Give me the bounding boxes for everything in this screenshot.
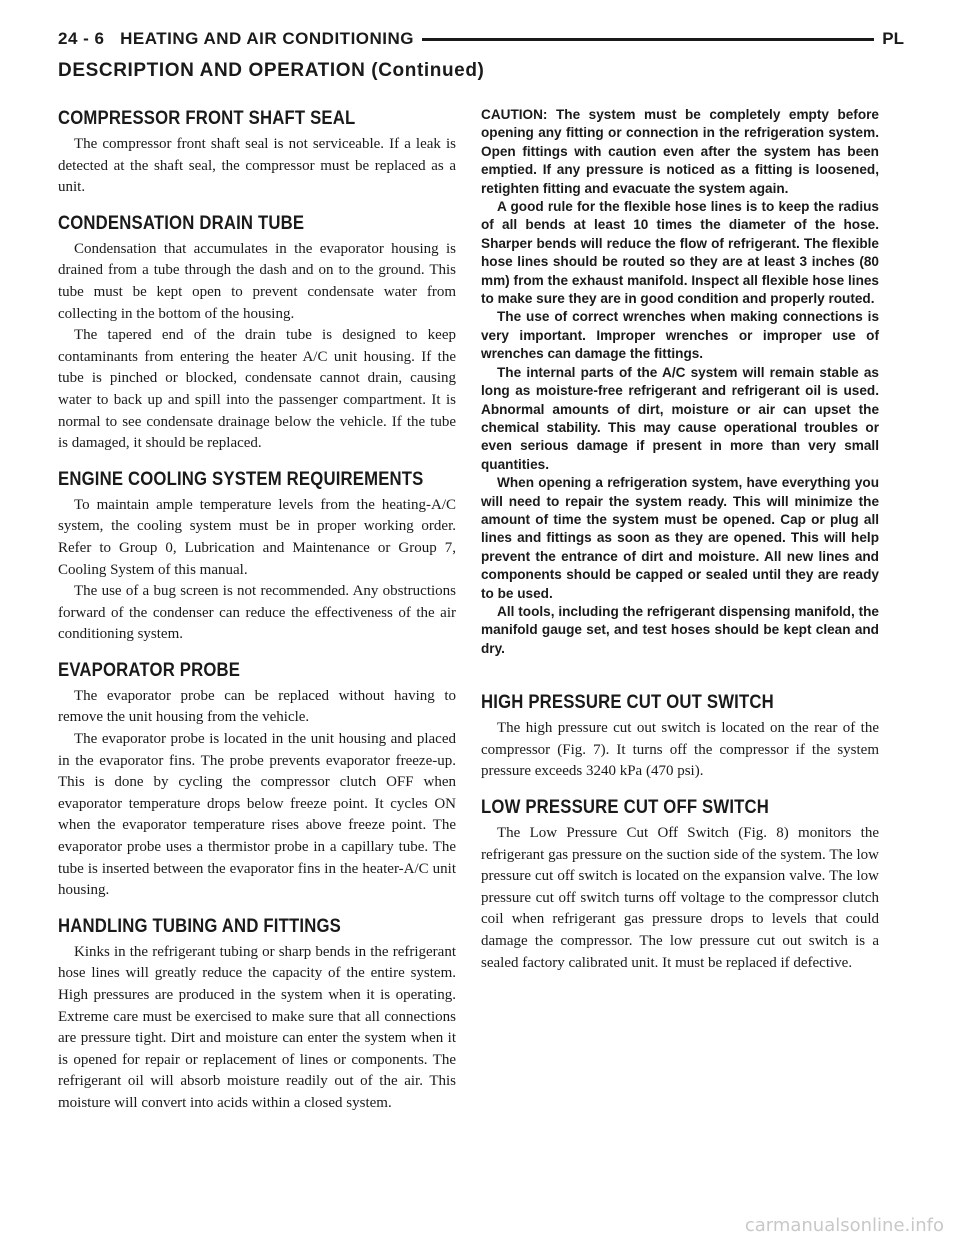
page-header-label [58,29,414,49]
caution-paragraph: The use of correct wrenches when making connections is very important. Improper wrenches or improper use of wrenches can damage the fittings. [481,309,879,362]
section-low-pressure-switch [481,797,879,974]
section-evaporator-probe [58,660,456,902]
page-header [58,26,904,52]
paragraph: To maintain ample temperature levels from the heating-A/C system, the cooling system must be in proper working order. Refer to Group 0, Lubrication and Maintenance or Group 7, Cooling System of this manual. [58,496,456,578]
right-column [481,106,879,988]
paragraph: Kinks in the refrigerant tubing or sharp bends in the refrigerant hose lines will greatly reduce the capacity of the entire system. High pressures are produced in the system when it is operating. Extreme care must be exercised to make sure that all connections are pressure tight. Dirt and moisture can enter the system when it is opened for repair or replacement of lines or components. The refrigerant oil will absorb moisture readily out of the air. This moisture will convert into acids within a closed system. [58,943,456,1111]
section-compressor-seal [58,108,456,199]
section-title: LOW PRESSURE CUT OFF SWITCH [481,796,770,818]
section-title: ENGINE COOLING SYSTEM REQUIREMENTS [58,468,424,490]
section-title: HANDLING TUBING AND FITTINGS [58,915,341,937]
section-title: CONDENSATION DRAIN TUBE [58,212,305,234]
caution-paragraph: All tools, including the refrigerant dispensing manifold, the manifold gauge set, and test hoses should be kept clean and dry. [481,603,879,656]
section-engine-cooling [58,469,456,646]
paragraph: The high pressure cut out switch is located on the rear of the compressor (Fig. 7). It turns off the compressor if the system pressure exceeds 3240 kPa (470 psi). [481,720,879,780]
paragraph: The tapered end of the drain tube is designed to keep contaminants from entering the heater A/C unit housing. If the tube is pinched or blocked, condensate cannot drain, causing water to back up and spill into the passenger compartment. It is normal to see condensate drainage below the vehicle. If the tube is damaged, it should be replaced. [58,327,456,452]
page-subheader: DESCRIPTION AND OPERATION (Continued) [58,60,485,81]
section-title: COMPRESSOR FRONT SHAFT SEAL [58,108,356,129]
section-high-pressure-switch [481,692,879,783]
paragraph: The use of a bug screen is not recommended. Any obstructions forward of the condenser can reduce the effectiveness of the air conditioning system. [58,583,456,643]
model-code: PL [882,29,904,48]
caution-block [481,106,879,658]
section-drain-tube [58,213,456,455]
paragraph: The Low Pressure Cut Off Switch (Fig. 8) monitors the refrigerant gas pressure on the suction side of the system. The low pressure cut off switch is located on the expansion valve. The low pressure cut off switch turns off voltage to the compressor clutch coil when refrigerant gas pressure drops to levels that could damage the compressor. The low pressure cut out switch is a sealed factory calibrated unit. It must be replaced if defective. [481,824,879,971]
caution-paragraph: A good rule for the flexible hose lines is to keep the radius of all bends at least 10 times the diameter of the hose. Sharper bends will reduce the flow of refrigerant. The flexible hose lines should be routed so they are at least 3 inches (80 mm) from the exhaust manifold. Inspect all flexible hose lines to make sure they are in good condition and properly routed. [481,199,879,307]
section-title: EVAPORATOR PROBE [58,659,241,681]
left-column [58,108,456,1129]
section-handling-tubing [58,916,456,1115]
header-rule [422,38,874,41]
paragraph: The evaporator probe can be replaced without having to remove the unit housing from the vehicle. [58,687,456,726]
page-number: 24 - 6 [58,29,105,48]
paragraph: The compressor front shaft seal is not serviceable. If a leak is detected at the shaft seal, the compressor must be replaced as a unit. [58,136,456,196]
paragraph: Condensation that accumulates in the evaporator housing is drained from a tube through the dash and on to the ground. This tube must be kept open to prevent condensate water from collecting in the bottom of the housing. [58,240,456,322]
paragraph: The evaporator probe is located in the unit housing and placed in the evaporator fins. The probe prevents evaporator freeze-up. This is done by cycling the compressor clutch OFF when evaporator temperature drops below freeze point. It cycles ON when the evaporator temperature rises above freeze point. The evaporator probe uses a thermistor probe in a capillary tube. The tube is inserted between the evaporator fins in the heater-A/C unit housing. [58,731,456,899]
watermark: carmanualsonline.info [744,1215,944,1236]
section-name: HEATING AND AIR CONDITIONING [120,29,415,48]
caution-paragraph: CAUTION: The system must be completely empty before opening any fitting or connection in the refrigeration system. Open fittings with caution even after the system has been emptied. If any pressure is noticed as a fitting is loosened, retighten fitting and evacuate the system again. [481,107,879,196]
section-title: HIGH PRESSURE CUT OUT SWITCH [481,692,774,714]
caution-paragraph: The internal parts of the A/C system will remain stable as long as moisture-free refrigerant and refrigerant oil is used. Abnormal amounts of dirt, moisture or air can upset the chemical stability. This may cause operational troubles or even serious damage if present in more than very small quantities. [481,364,879,472]
caution-paragraph: When opening a refrigeration system, have everything you will need to repair the system ready. This will minimize the amount of time the system must be opened. Cap or plug all lines and fittings as soon as they are opened. This will help prevent the entrance of dirt and moisture. All new lines and components should be capped or sealed until they are ready to be used. [481,475,879,601]
